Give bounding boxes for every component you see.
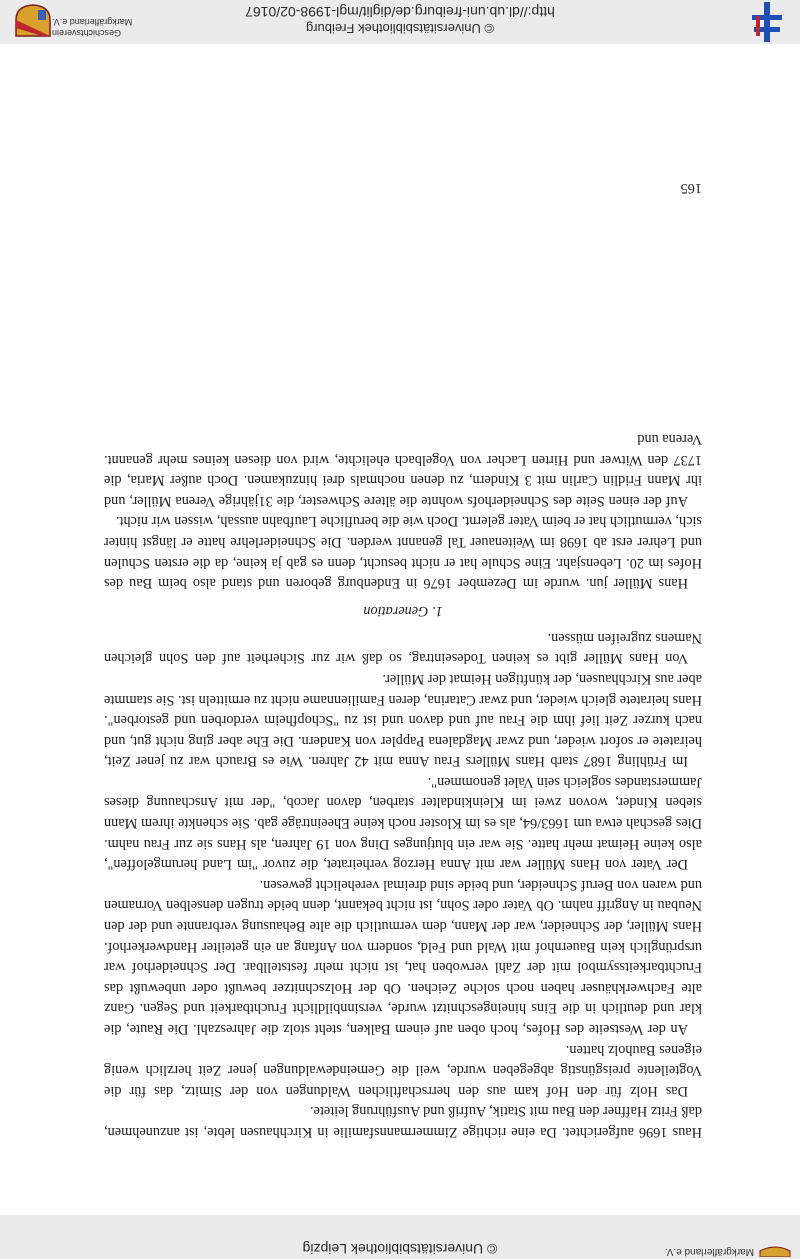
header-strip (0, 1215, 800, 1259)
page-number: 165 (680, 180, 702, 196)
document-url-link[interactable]: http://dl.ub.uni-freiburg.de/diglit/mgl-1998-02/0167 (245, 4, 555, 20)
association-line-2: Markgräflerland e.V. (52, 17, 133, 27)
paragraph: Im Frühling 1687 starb Hans Müllers Frau Anna mit 42 Jahren. Wie es Brauch war zu jener Zeit, heiratete er sofort wieder, und zwar Magdalena Pappler von Kandern. Die Ehe aber ging nicht gut, und nach kurzer Zeit lief ihm die Frau auf und davon und ist zu "Schopfheim verdorben und gestorben". Hans heiratete gleich wieder, und zwar Catarina, deren Familienname nicht zu ermitteln ist. Sie stammte aber aus Kirchhausen, der künftigen Heimat der Müller. (104, 670, 702, 770)
section-heading: 1. Generation (363, 603, 443, 620)
paragraph: An der Westseite des Hofes, hoch oben auf einem Balken, steht stolz die Jahreszahl. Die Raute, die klar und deutlich in die Eins hineingeschnitzt wurde, versinnbildlicht Fruchtbarkeit und Segen. Ganz alte Fachwerkhäuser haben noch solche Zeichen. Ob der Holzschnitzer bewußt oder unbewußt das Fruchtbarkeitssymbol mit der Zahl verwoben hat, ist nicht mehr feststellbar. Der Schneiderhof war ursprünglich kein Bauernhof mit Wald und Feld, sondern von Anfang an ein geteilter Handwerkerhof. Hans Müller, der Schneider, war der Mann, dem vermutlich die alte Behausung verbrannte und der den Neubau in Angriff nahm. Ob Vater oder Sohn, ist nicht bekannt, denn beide trugen denselben Vornamen und waren von Beruf Schneider, und beide sind dreimal verehelicht gewesen. (104, 876, 702, 1038)
copyright-notice: © Universitätsbibliothek Freiburg (305, 21, 495, 36)
paragraph: Von Hans Müller gibt es keinen Todeseintrag, so daß wir zur Sicherheit auf den Sohn gleichen Namens zugreifen müssen. (104, 629, 702, 667)
paragraph: Haus 1696 aufgerichtet. Da eine richtige Zimmermannsfamilie in Kirchhausen lebte, ist anzunehmen, daß Fritz Haffner den Bau mit Statik, Aufriß und Ausführung leitete. (104, 1103, 702, 1140)
association-name: Markgräflerland e.V. (664, 1246, 754, 1257)
paragraph: Auf der einen Seite des Schneiderhofs wohnte die ältere Schwester, die 31jährige Verena Müller, und ihr Mann Fridlin Carlin mit 3 Kindern, zu denen nochmals drei hinzukamen. Doch außer Maria, die 1737 den Witwer und Hirten Lacher von Vogelbach ehelichte, wird von diesen keines mehr genannt. Verena und (104, 431, 702, 509)
association-label (52, 16, 132, 38)
association-line-1: Geschichtsverein (52, 28, 122, 38)
association-crest-icon (14, 4, 52, 38)
page-text (104, 428, 702, 1142)
paragraph: Hans Müller jun. wurde im Dezember 1676 in Endenburg geboren und stand also beim Bau des Hofes im 20. Lebensjahr. Eine Schule hat er nicht besucht, denn es gab ja keine, da die ersten Schulen und Lehrer erst ab 1698 im Weitenauer Tal genannt werden. Die Schneiderlehre hatte er längst hinter sich, vermutlich hat er beim Vater gelernt. Doch wie die berufliche Laufbahn aussah, wissen wir nicht. (104, 513, 702, 592)
paragraph: Der Vater von Hans Müller war mit Anna Herzog verheiratet, die zuvor "im Land herumgeloffen", also keine Heimat mehr hatte. Sie war ein blutjunges Ding von 19 Jahren, als Hans sie zur Frau nahm. Dies geschah etwa um 1663/64, als es im Kloster noch keine Eheeinträge gab. Sie schenkte ihrem Mann sieben Kinder, wovon zwei im Kleinkindalter starben, davon Jacob, "der mit Anschauung dieses Jammerstandes sogleich sein Valet genommen". (104, 773, 702, 873)
footer-bar (0, 0, 800, 44)
paragraph: Das Holz für den Hof kam aus den herrschaftlichen Waldungen von der Simitz, das für die Vogteilente preisgünstig abgegeben wurde, weil die Gemeindewaldungen jener Zeit herzlich wenig eigenes Bauholz hatten. (104, 1041, 702, 1099)
library-notice: © Universitätsbibliothek Leipzig (302, 1241, 498, 1257)
